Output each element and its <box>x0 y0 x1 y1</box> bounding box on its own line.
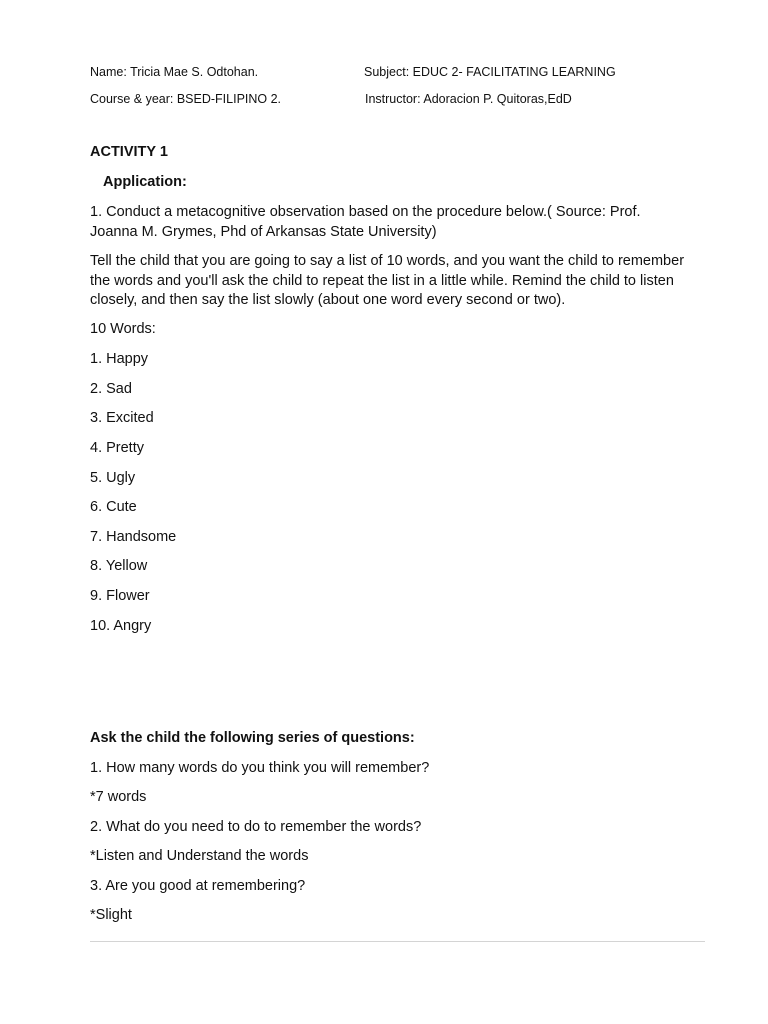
list-item: 7. Handsome <box>90 529 177 545</box>
section-heading: Application: <box>103 174 187 190</box>
procedure-paragraph: Tell the child that you are going to say a list of 10 words, and you want the child to remember the words and you'll ask the child to repeat the list in a little while. Remind the child to listen closely, and then say the list slowly (about one word every second or two). <box>90 253 685 308</box>
list-item: 3. Excited <box>90 410 154 426</box>
instruction-paragraph: 1. Conduct a metacognitive observation based on the procedure below.( Source: Prof. Joanna M. Grymes, Phd of Arkansas State University) <box>90 204 641 240</box>
list-item: 9. Flower <box>90 588 150 604</box>
list-item: 5. Ugly <box>90 470 136 486</box>
list-item: 2. Sad <box>90 381 132 397</box>
question-item: 2. What do you need to do to remember the words? <box>90 819 422 835</box>
activity-title: ACTIVITY 1 <box>90 144 168 160</box>
list-item: 4. Pretty <box>90 440 144 456</box>
answer-item: *Listen and Understand the words <box>90 848 309 864</box>
question-item: 1. How many words do you think you will remember? <box>90 760 430 776</box>
list-item: 8. Yellow <box>90 558 148 574</box>
student-name: Name: Tricia Mae S. Odtohan. <box>90 65 259 79</box>
answer-item: *Slight <box>90 907 132 923</box>
answer-item: *7 words <box>90 789 147 805</box>
questions-heading: Ask the child the following series of questions: <box>90 730 415 746</box>
subject-label: Subject: EDUC 2- FACILITATING LEARNING <box>364 65 616 79</box>
list-item: 1. Happy <box>90 351 149 367</box>
list-item: 10. Angry <box>90 618 152 634</box>
course-year: Course & year: BSED-FILIPINO 2. <box>90 92 282 106</box>
list-item: 6. Cute <box>90 499 137 515</box>
question-item: 3. Are you good at remembering? <box>90 878 306 894</box>
words-label: 10 Words: <box>90 321 156 337</box>
page-divider <box>90 941 705 942</box>
instructor-label: Instructor: Adoracion P. Quitoras,EdD <box>365 92 572 106</box>
